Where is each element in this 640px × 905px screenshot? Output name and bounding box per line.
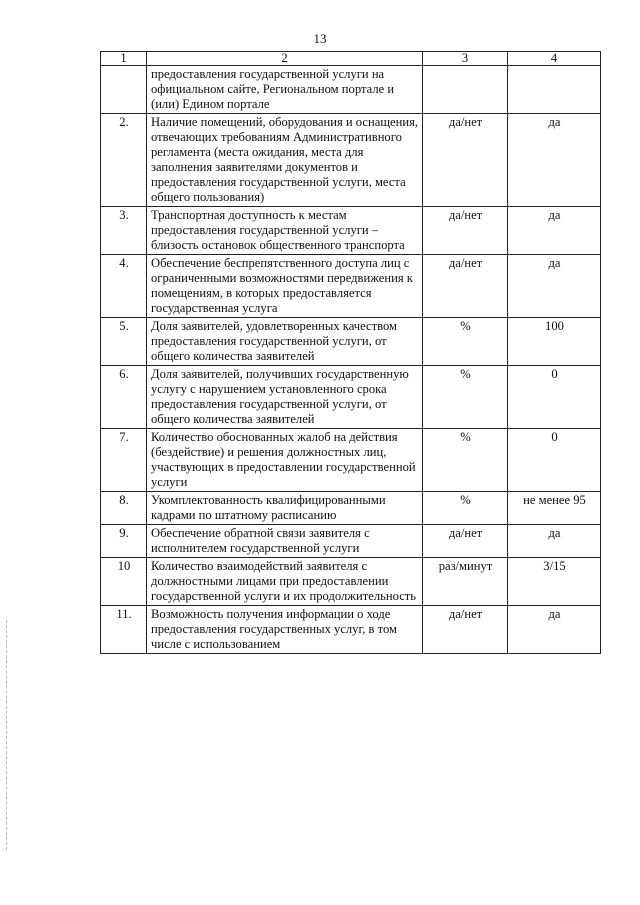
unit-cell: да/нет: [423, 255, 508, 318]
row-number: 4.: [101, 255, 147, 318]
indicator-text: Обеспечение беспрепятственного доступа лиц с ограниченными возможностями передвижения к помещениям, в которых предоставляется государственная услуга: [147, 255, 423, 318]
table-row: [101, 207, 601, 255]
header-cell-1: 1: [101, 52, 147, 66]
indicator-text: Доля заявителей, удовлетворенных качеством предоставления государственной услуги, от общего количества заявителей: [147, 318, 423, 366]
value-cell: 3/15: [508, 558, 601, 606]
value-cell: да: [508, 114, 601, 207]
unit-cell: да/нет: [423, 606, 508, 654]
unit-cell: %: [423, 492, 508, 525]
row-number: 9.: [101, 525, 147, 558]
row-number: 6.: [101, 366, 147, 429]
value-cell: 100: [508, 318, 601, 366]
header-cell-4: 4: [508, 52, 601, 66]
indicator-text: Укомплектованность квалифицированными кадрами по штатному расписанию: [147, 492, 423, 525]
row-number: 5.: [101, 318, 147, 366]
unit-cell: да/нет: [423, 525, 508, 558]
header-cell-2: 2: [147, 52, 423, 66]
value-cell: 0: [508, 429, 601, 492]
value-cell: да: [508, 606, 601, 654]
table-row: [101, 255, 601, 318]
row-number: 10: [101, 558, 147, 606]
row-number: 7.: [101, 429, 147, 492]
unit-cell: %: [423, 366, 508, 429]
unit-cell: да/нет: [423, 114, 508, 207]
unit-cell: [423, 66, 508, 114]
table-header-row: [101, 52, 601, 66]
value-cell: да: [508, 525, 601, 558]
table-row: [101, 114, 601, 207]
row-number: 2.: [101, 114, 147, 207]
value-cell: 0: [508, 366, 601, 429]
scan-edge-line: [6, 620, 8, 850]
unit-cell: %: [423, 318, 508, 366]
table-row: [101, 492, 601, 525]
indicator-text: Возможность получения информации о ходе предоставления государственных услуг, в том числе с использованием: [147, 606, 423, 654]
value-cell: [508, 66, 601, 114]
table-body: [101, 52, 601, 654]
unit-cell: да/нет: [423, 207, 508, 255]
row-number: 3.: [101, 207, 147, 255]
table-row: [101, 66, 601, 114]
indicators-table: [100, 51, 601, 654]
header-cell-3: 3: [423, 52, 508, 66]
row-number: 8.: [101, 492, 147, 525]
table-row: [101, 558, 601, 606]
unit-cell: раз/минут: [423, 558, 508, 606]
row-number: [101, 66, 147, 114]
value-cell: да: [508, 255, 601, 318]
indicator-text: предоставления государственной услуги на официальном сайте, Региональном портале и (или) Едином портале: [147, 66, 423, 114]
page-number: 13: [313, 31, 327, 46]
table-row: [101, 318, 601, 366]
indicator-text: Количество взаимодействий заявителя с должностными лицами при предоставлении государственной услуги и их продолжительность: [147, 558, 423, 606]
value-cell: не менее 95: [508, 492, 601, 525]
indicator-text: Количество обоснованных жалоб на действия (бездействие) и решения должностных лиц, участвующих в предоставлении государственной услуги: [147, 429, 423, 492]
table-row: [101, 606, 601, 654]
indicator-text: Обеспечение обратной связи заявителя с исполнителем государственной услуги: [147, 525, 423, 558]
row-number: 11.: [101, 606, 147, 654]
indicator-text: Доля заявителей, получивших государственную услугу с нарушением установленного срока предоставления государственной услуги, от общего количества заявителей: [147, 366, 423, 429]
table-row: [101, 429, 601, 492]
indicator-text: Транспортная доступность к местам предоставления государственной услуги – близость остановок общественного транспорта: [147, 207, 423, 255]
unit-cell: %: [423, 429, 508, 492]
indicator-text: Наличие помещений, оборудования и оснащения, отвечающих требованиям Административного регламента (места ожидания, места для заполнения заявителями документов и предоставления государственной услуги, места общего пользования): [147, 114, 423, 207]
table-row: [101, 366, 601, 429]
value-cell: да: [508, 207, 601, 255]
table-row: [101, 525, 601, 558]
